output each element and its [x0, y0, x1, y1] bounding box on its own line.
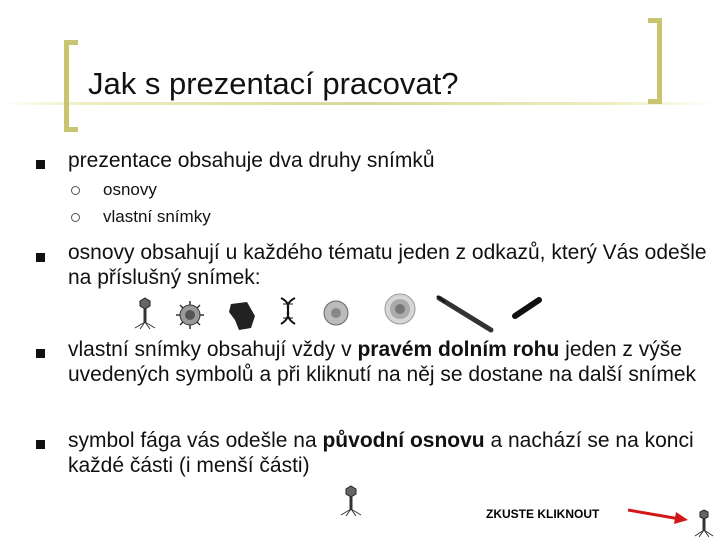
bullet-marker	[36, 253, 45, 262]
right-bracket-decoration	[648, 18, 662, 104]
left-bracket-decoration	[64, 40, 78, 132]
sub-bullet-marker	[71, 186, 80, 195]
bullet-3-emphasis: pravém dolním rohu	[357, 338, 560, 361]
virus-icon[interactable]	[175, 300, 205, 330]
bullet-1-text: prezentace obsahuje dva druhy snímků	[68, 149, 435, 172]
sub-item-osnovy: osnovy	[103, 180, 157, 199]
phage-icon[interactable]	[338, 484, 364, 516]
slide-title: Jak s prezentací pracovat?	[88, 66, 459, 101]
bullet-4-emphasis: původní osnovu	[322, 429, 485, 452]
bullet-4-text	[68, 428, 708, 478]
tube-icon[interactable]	[511, 296, 543, 320]
arrow-right-icon	[626, 506, 690, 526]
sub-item-vlastni-snimky: vlastní snímky	[103, 207, 211, 226]
glove-icon[interactable]	[225, 298, 259, 332]
bullet-3-lead: vlastní snímky obsahují vždy v	[68, 338, 358, 361]
bullet-4-lead: symbol fága vás odešle na	[68, 429, 323, 452]
bullet-2-text: osnovy obsahují u každého tématu jeden z odkazů, který Vás odešle na příslušný snímek:	[68, 241, 707, 289]
try-click-label: ZKUSTE KLIKNOUT	[486, 507, 600, 521]
bullet-3-tail: jeden z výše uvedených symbolů a při kliknutí na něj se dostane na další snímek	[68, 338, 697, 386]
syringe-icon[interactable]	[435, 294, 495, 334]
navigation-icons-row	[125, 290, 555, 334]
bullet-4-tail: a nachází se na konci každé části (i menší části)	[68, 429, 694, 477]
bullet-marker	[36, 349, 45, 358]
bullet-marker	[36, 440, 45, 449]
title-underline	[0, 102, 720, 105]
phage-icon[interactable]	[692, 508, 716, 538]
bullet-marker	[36, 160, 45, 169]
cell-icon[interactable]	[321, 298, 351, 328]
bullet-3-text	[68, 337, 708, 387]
dna-icon[interactable]	[275, 296, 301, 326]
sub-bullet-marker	[71, 213, 80, 222]
phage-icon[interactable]	[131, 296, 159, 330]
title-area	[0, 0, 720, 110]
round-cell-icon[interactable]	[383, 292, 417, 326]
